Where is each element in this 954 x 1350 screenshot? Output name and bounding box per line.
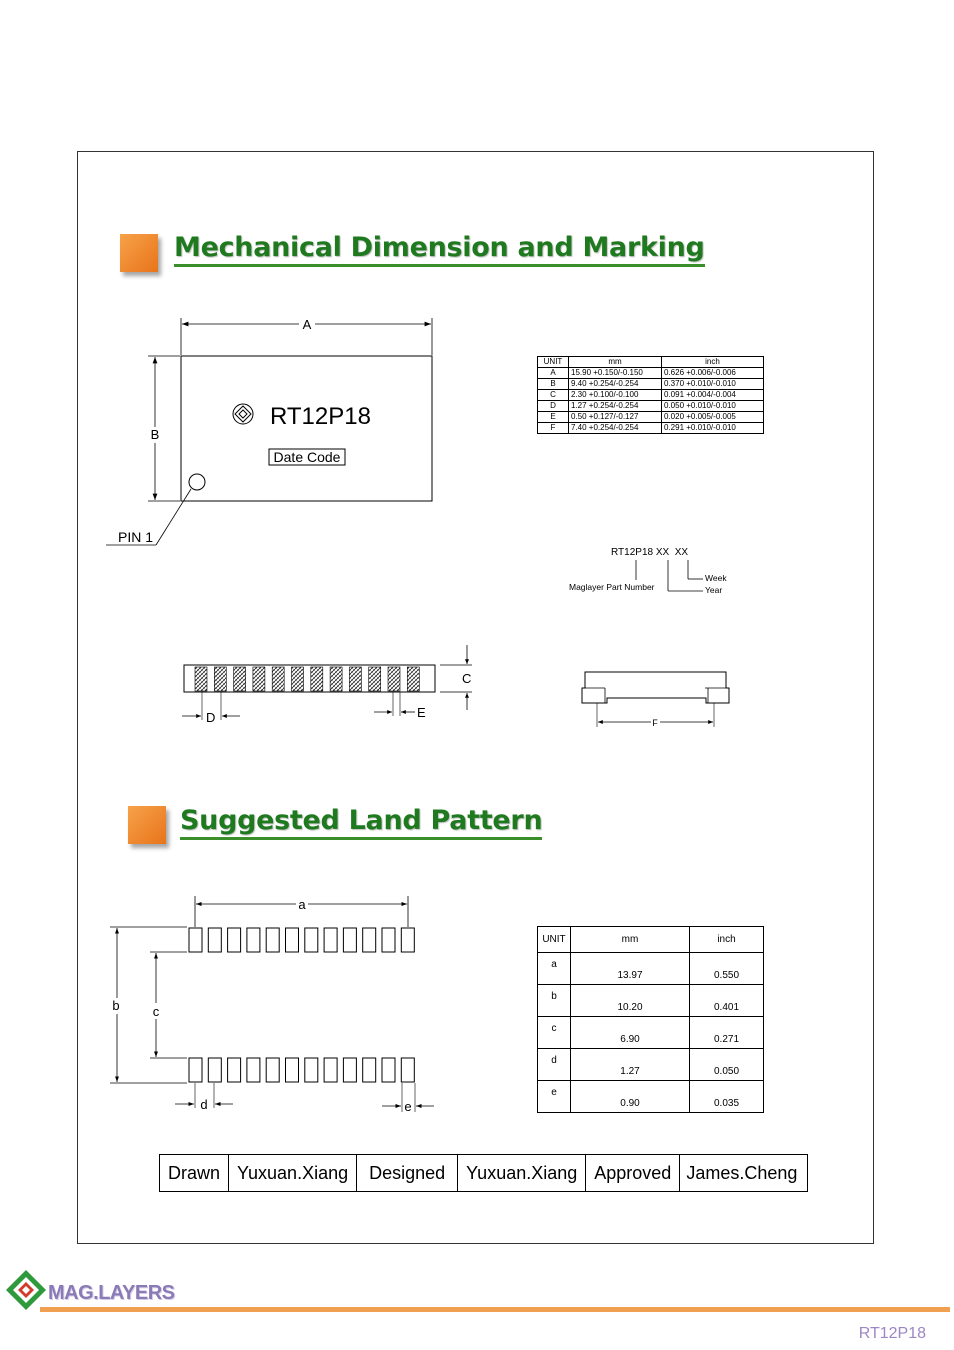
section-bullet-mechanical — [120, 234, 158, 272]
side-pin — [292, 667, 304, 691]
section-title-mechanical: Mechanical Dimension and Marking — [174, 232, 705, 267]
table-cell: b — [538, 985, 571, 1017]
approved-by: James.Cheng — [680, 1155, 808, 1192]
land-pad — [363, 1058, 376, 1082]
approved-label: Approved — [586, 1155, 680, 1192]
dim-b-label: B — [150, 427, 160, 442]
week-label: Week — [705, 573, 727, 583]
part-marking: RT12P18 — [270, 403, 371, 430]
land-pad — [286, 928, 299, 952]
designed-by: Yuxuan.Xiang — [458, 1155, 586, 1192]
table-cell: 0.050 — [690, 1049, 764, 1081]
table-cell: 7.40 +0.254/-0.254 — [569, 423, 662, 434]
table-cell: 0.90 — [571, 1081, 690, 1113]
side-pin — [330, 667, 342, 691]
table-cell: D — [538, 401, 569, 412]
designed-label: Designed — [357, 1155, 458, 1192]
table-header: inch — [662, 357, 764, 368]
dim-c-land-label: c — [152, 1004, 160, 1019]
table-cell: 9.40 +0.254/-0.254 — [569, 379, 662, 390]
footer-accent-line — [40, 1307, 950, 1312]
table-cell: F — [538, 423, 569, 434]
table-cell: 6.90 — [571, 1017, 690, 1049]
pin1-label: PIN 1 — [118, 529, 154, 545]
table-cell: 0.291 +0.010/-0.010 — [662, 423, 764, 434]
part-number-label: Maglayer Part Number — [569, 582, 655, 592]
land-pad — [363, 928, 376, 952]
table-cell: 0.050 +0.010/-0.010 — [662, 401, 764, 412]
section-title-land: Suggested Land Pattern — [180, 805, 542, 840]
year-label: Year — [705, 585, 723, 595]
table-cell: C — [538, 390, 569, 401]
land-pad — [343, 1058, 356, 1082]
side-pin — [272, 667, 284, 691]
land-pads — [189, 928, 414, 1082]
table-cell: c — [538, 1017, 571, 1049]
side-pin — [388, 667, 400, 691]
end-body — [582, 672, 729, 703]
side-pin — [369, 667, 381, 691]
table-cell: 0.020 +0.005/-0.005 — [662, 412, 764, 423]
top-view-drawing — [100, 310, 450, 550]
table-cell: a — [538, 953, 571, 985]
side-pin — [407, 667, 419, 691]
table-cell: 15.90 +0.150/-0.150 — [569, 368, 662, 379]
table-cell: e — [538, 1081, 571, 1113]
table-cell: 0.271 — [690, 1017, 764, 1049]
land-pad — [266, 928, 279, 952]
table-header: inch — [690, 927, 764, 953]
side-pin — [253, 667, 265, 691]
land-pad — [382, 928, 395, 952]
land-pad — [286, 1058, 299, 1082]
land-pad — [247, 928, 260, 952]
dimension-table — [537, 356, 764, 434]
land-pad — [189, 928, 202, 952]
table-cell: 0.091 +0.004/-0.004 — [662, 390, 764, 401]
table-cell: 0.370 +0.010/-0.010 — [662, 379, 764, 390]
table-cell: E — [538, 412, 569, 423]
land-pad — [324, 928, 337, 952]
land-pad — [247, 1058, 260, 1082]
table-header: UNIT — [538, 357, 569, 368]
dim-e-land-label: e — [404, 1099, 412, 1114]
table-cell: d — [538, 1049, 571, 1081]
pin1-indicator — [189, 474, 205, 490]
land-pad — [305, 1058, 318, 1082]
dim-d-land-label: d — [200, 1097, 208, 1112]
table-header: mm — [571, 927, 690, 953]
table-header: mm — [569, 357, 662, 368]
maglayers-logo-icon — [4, 1268, 48, 1312]
end-view-drawing — [575, 660, 735, 730]
land-pad — [208, 1058, 221, 1082]
land-pad — [305, 928, 318, 952]
land-table — [537, 926, 764, 1113]
land-pad — [324, 1058, 337, 1082]
table-cell: 0.626 +0.006/-0.006 — [662, 368, 764, 379]
side-view-drawing — [170, 640, 480, 730]
date-code-label: Date Code — [273, 449, 341, 465]
side-pin — [214, 667, 226, 691]
land-pad — [208, 928, 221, 952]
logo-diamond-icon — [233, 404, 253, 424]
land-pad — [382, 1058, 395, 1082]
land-pad — [228, 1058, 241, 1082]
land-pattern-drawing — [100, 890, 440, 1120]
table-cell: A — [538, 368, 569, 379]
table-cell: B — [538, 379, 569, 390]
side-pins — [195, 667, 419, 691]
drawn-label: Drawn — [160, 1155, 229, 1192]
land-pad — [343, 928, 356, 952]
footer-part-code: RT12P18 — [858, 1325, 926, 1342]
table-cell: 0.035 — [690, 1081, 764, 1113]
side-pin — [234, 667, 246, 691]
dim-c-label: C — [462, 671, 472, 686]
drawn-by: Yuxuan.Xiang — [229, 1155, 357, 1192]
land-pad — [228, 928, 241, 952]
land-pad — [401, 928, 414, 952]
side-pin — [349, 667, 361, 691]
dim-e-label: E — [417, 705, 426, 720]
land-pad — [189, 1058, 202, 1082]
table-cell: 0.401 — [690, 985, 764, 1017]
side-pin — [195, 667, 207, 691]
table-cell: 1.27 — [571, 1049, 690, 1081]
table-cell: 1.27 +0.254/-0.254 — [569, 401, 662, 412]
table-cell: 13.97 — [571, 953, 690, 985]
dim-a-label: A — [302, 317, 312, 332]
table-cell: 10.20 — [571, 985, 690, 1017]
land-pad — [401, 1058, 414, 1082]
dim-b-land-label: b — [112, 998, 120, 1013]
land-pad — [266, 1058, 279, 1082]
dim-f-label: F — [652, 718, 658, 728]
marking-legend — [560, 540, 760, 600]
table-cell: 0.550 — [690, 953, 764, 985]
company-logo-text: MAG.LAYERS — [48, 1282, 175, 1304]
section-bullet-land — [128, 806, 166, 844]
table-cell: 0.50 +0.127/-0.127 — [569, 412, 662, 423]
signoff-table — [159, 1154, 808, 1192]
dim-d-label: D — [206, 710, 216, 725]
dim-a-land-label: a — [298, 897, 306, 912]
side-pin — [311, 667, 323, 691]
marking-code: RT12P18 XX XX — [611, 547, 689, 558]
table-header: UNIT — [538, 927, 571, 953]
table-cell: 2.30 +0.100/-0.100 — [569, 390, 662, 401]
